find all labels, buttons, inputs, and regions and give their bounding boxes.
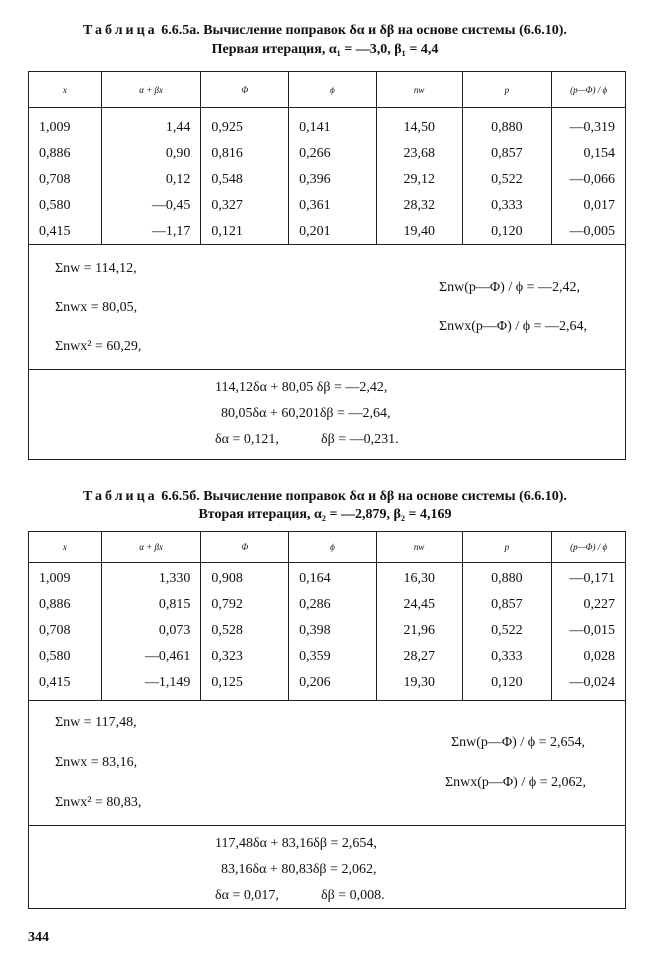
table-cell: 21,96 xyxy=(403,623,435,638)
table2-sum-nw: Σnw = 117,48, xyxy=(55,715,137,730)
table-cell: 28,32 xyxy=(403,198,435,213)
table1-header-ratio: (p—Φ) / ϕ xyxy=(570,84,608,95)
table2-col-x xyxy=(29,563,102,700)
table2-col-alpha-beta-x xyxy=(102,563,202,700)
table1-col-Phi xyxy=(201,108,289,244)
table-cell: 0,886 xyxy=(39,597,71,612)
table-cell: 24,45 xyxy=(403,597,435,612)
table2-header-row xyxy=(29,532,625,563)
table-cell: 0,017 xyxy=(583,198,615,213)
table-cell: 1,44 xyxy=(165,120,191,135)
table1-header-row xyxy=(29,72,625,108)
table-cell: 0,141 xyxy=(299,120,331,135)
table-cell: 16,30 xyxy=(403,571,435,586)
table-cell: 0,073 xyxy=(158,623,191,638)
table-cell: 1,330 xyxy=(158,571,191,586)
table-cell: 0,201 xyxy=(299,224,331,239)
table-cell: 0,708 xyxy=(39,623,71,638)
table2-equation-1: 117,48δα + 83,16δβ = 2,654, xyxy=(215,836,377,851)
table2-col-Phi xyxy=(201,563,289,700)
table-cell: 0,908 xyxy=(211,571,243,586)
table-cell: 0,120 xyxy=(491,224,523,239)
table-cell: 0,396 xyxy=(299,172,331,187)
table1-header-alpha-beta-x: α + βx xyxy=(102,72,202,107)
table-cell: 1,009 xyxy=(39,120,71,135)
table2-sum-x-ratio: Σnwx(p—Φ) / ϕ = 2,062, xyxy=(445,775,586,790)
table1-equation-1: 114,12δα + 80,05 δβ = —2,42, xyxy=(215,380,388,395)
table-cell: 0,12 xyxy=(165,172,191,187)
table-cell: —0,015 xyxy=(569,623,615,638)
table1-col-alpha-beta-x xyxy=(102,108,202,244)
table2-solution-beta: δβ = 0,008. xyxy=(321,888,385,903)
table-cell: 0,164 xyxy=(299,571,331,586)
table-cell: 0,886 xyxy=(39,146,71,161)
table-cell: 0,415 xyxy=(39,224,71,239)
table2-sum-nwx: Σnwx = 83,16, xyxy=(55,755,138,770)
table2-sum-ratio: Σnw(p—Φ) / ϕ = 2,654, xyxy=(451,735,585,750)
table1 xyxy=(28,71,626,460)
table1-col-x xyxy=(29,108,102,244)
table1-col-phi xyxy=(289,108,377,244)
table-cell: 0,154 xyxy=(583,146,615,161)
table2-equation-2: 83,16δα + 80,83δβ = 2,062, xyxy=(221,862,377,877)
table2-equations xyxy=(29,826,625,911)
table1-sum-nwx: Σnwx = 80,05, xyxy=(55,300,138,315)
table-cell: 0,522 xyxy=(491,623,523,638)
table-cell: 0,857 xyxy=(491,597,523,612)
table2-col-nw xyxy=(377,563,463,700)
table-cell: 0,857 xyxy=(491,146,523,161)
table2-sums xyxy=(29,701,625,826)
table-cell: 0,206 xyxy=(299,675,331,690)
table-cell: 0,528 xyxy=(211,623,243,638)
table-cell: 19,40 xyxy=(403,224,435,239)
table1-sum-x-ratio: Σnwx(p—Φ) / ϕ = —2,64, xyxy=(439,319,587,334)
table2-header-ratio: (p—Φ) / ϕ xyxy=(570,542,608,552)
table2-data xyxy=(29,563,625,701)
table1-subtitle: Первая итерация, α₁ = —3,0, β₁ = 4,4 xyxy=(211,42,439,57)
table-cell: 23,68 xyxy=(403,146,435,161)
table2-col-ratio xyxy=(552,563,625,700)
table-cell: 0,361 xyxy=(299,198,331,213)
table-cell: 0,90 xyxy=(165,146,191,161)
table-cell: —0,171 xyxy=(569,571,615,586)
table-cell: —0,319 xyxy=(569,120,615,135)
table-cell: 0,333 xyxy=(491,649,523,664)
page-number: 344 xyxy=(28,930,49,945)
table-cell: 0,522 xyxy=(491,172,523,187)
table-cell: 0,266 xyxy=(299,146,331,161)
table2-col-p xyxy=(463,563,553,700)
table-cell: 0,415 xyxy=(39,675,71,690)
table-cell: 19,30 xyxy=(403,675,435,690)
table1-sums xyxy=(29,245,625,370)
table2-header-p: p xyxy=(463,532,553,562)
table1-header-phi: ϕ xyxy=(289,72,377,107)
table-cell: 0,708 xyxy=(39,172,71,187)
table1-col-ratio xyxy=(552,108,625,244)
table2 xyxy=(28,531,626,909)
table2-col-phi xyxy=(289,563,377,700)
table2-caption xyxy=(20,488,630,506)
table-cell: 29,12 xyxy=(403,172,435,187)
table1-title-prefix: Таблица xyxy=(83,23,158,38)
table-cell: 0,580 xyxy=(39,649,71,664)
table1-solution-alpha: δα = 0,121, xyxy=(215,432,279,447)
table1-header-x: x xyxy=(29,72,102,107)
table1-title: 6.6.5а. Вычисление поправок δα и δβ на основе системы (6.6.10). xyxy=(161,23,567,38)
table1-sum-ratio: Σnw(p—Φ) / ϕ = —2,42, xyxy=(439,280,580,295)
table-cell: 0,227 xyxy=(583,597,615,612)
table2-header-phi: ϕ xyxy=(289,532,377,562)
table-cell: —0,005 xyxy=(569,224,615,239)
table-cell: —1,149 xyxy=(144,675,191,690)
table-cell: 0,125 xyxy=(211,675,243,690)
table2-title-prefix: Таблица xyxy=(83,489,158,504)
table-cell: 0,120 xyxy=(491,675,523,690)
table-cell: 28,27 xyxy=(403,649,435,664)
table-cell: 0,815 xyxy=(158,597,191,612)
table-cell: 0,925 xyxy=(211,120,243,135)
table1-header-p: p xyxy=(463,72,553,107)
table-cell: 0,028 xyxy=(583,649,615,664)
table-cell: —0,45 xyxy=(151,198,191,213)
table2-solution-alpha: δα = 0,017, xyxy=(215,888,279,903)
table1-equation-2: 80,05δα + 60,201δβ = —2,64, xyxy=(221,406,391,421)
table2-header-Phi: Φ xyxy=(201,532,289,562)
table2-header-alpha-beta-x: α + βx xyxy=(102,532,202,562)
table1-equations xyxy=(29,370,625,462)
table2-subtitle: Вторая итерация, α₂ = —2,879, β₂ = 4,169 xyxy=(198,507,452,522)
table-cell: 0,880 xyxy=(491,571,523,586)
table2-header-nw: nw xyxy=(377,532,463,562)
table1-data xyxy=(29,108,625,245)
table-cell: 0,323 xyxy=(211,649,243,664)
table1-sum-nwx2: Σnwx² = 60,29, xyxy=(55,339,142,354)
table1-solution-beta: δβ = —0,231. xyxy=(321,432,399,447)
table1-col-nw xyxy=(377,108,463,244)
table1-col-p xyxy=(463,108,553,244)
table-cell: 0,359 xyxy=(299,649,331,664)
table1-header-Phi: Φ xyxy=(201,72,289,107)
table-cell: 0,333 xyxy=(491,198,523,213)
table-cell: 0,398 xyxy=(299,623,331,638)
table-cell: 0,121 xyxy=(211,224,243,239)
table-cell: 0,880 xyxy=(491,120,523,135)
table2-sum-nwx2: Σnwx² = 80,83, xyxy=(55,795,142,810)
table1-caption xyxy=(20,22,630,40)
table2-header-x: x xyxy=(29,532,102,562)
table1-header-nw: nw xyxy=(377,72,463,107)
table-cell: —1,17 xyxy=(151,224,191,239)
table-cell: 0,286 xyxy=(299,597,331,612)
table-cell: 14,50 xyxy=(403,120,435,135)
table-cell: 0,816 xyxy=(211,146,243,161)
table-cell: 0,327 xyxy=(211,198,243,213)
table-cell: 0,580 xyxy=(39,198,71,213)
table-cell: 0,792 xyxy=(211,597,243,612)
table1-sum-nw: Σnw = 114,12, xyxy=(55,261,137,276)
table-cell: —0,066 xyxy=(569,172,615,187)
table2-title: 6.6.5б. Вычисление поправок δα и δβ на основе системы (6.6.10). xyxy=(161,489,567,504)
table-cell: —0,461 xyxy=(144,649,191,664)
table-cell: —0,024 xyxy=(569,675,615,690)
table-cell: 1,009 xyxy=(39,571,71,586)
table-cell: 0,548 xyxy=(211,172,243,187)
